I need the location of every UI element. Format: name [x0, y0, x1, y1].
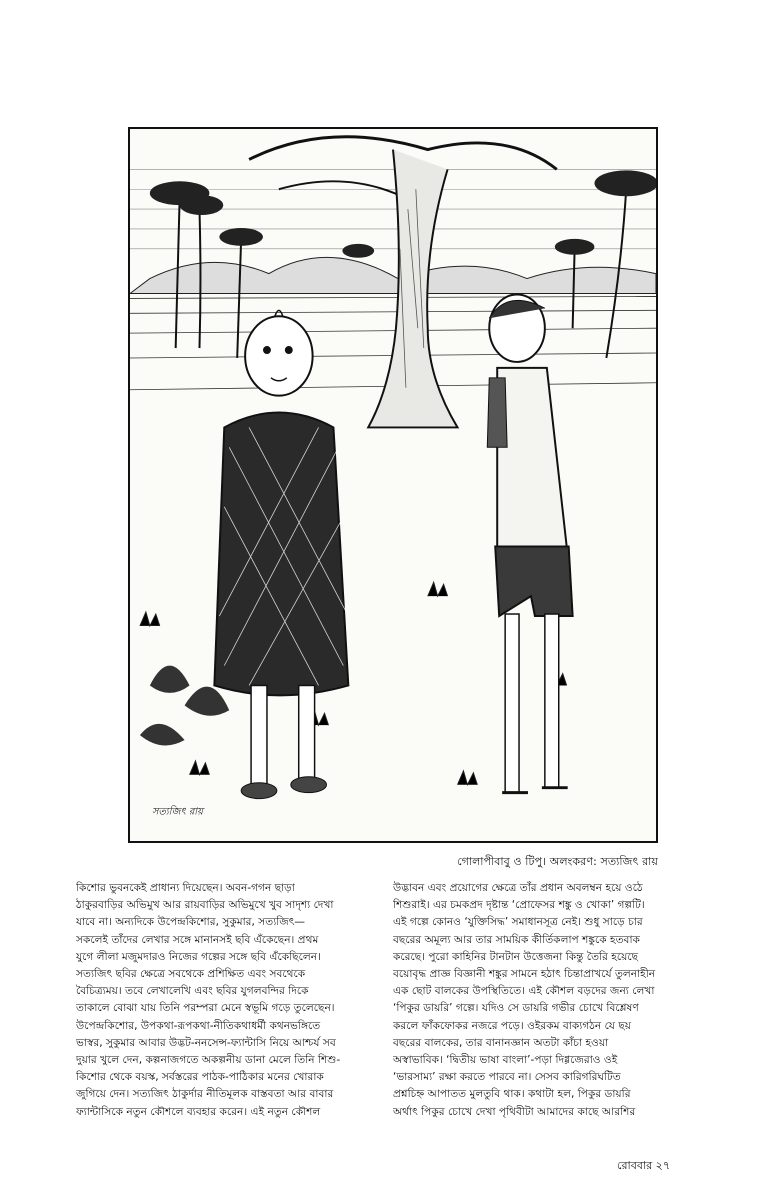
line-drawing: [130, 129, 656, 841]
text-line: দুয়ার খুলে দেন, কল্পনাজগতে অকল্পনীয় ডানা মেলে তিনি শিশু-: [76, 1054, 341, 1067]
text-line: ফ্যান্টাসিকে নতুন কৌশলে ব্যবহার করেন। এই নতুন কৌশল: [76, 1105, 321, 1118]
bald-boy: [214, 310, 348, 798]
text-line: সত্যজিৎ ছবির ক্ষেত্রে সবথেকে প্রশিক্ষিত এবং সবথেকে: [76, 968, 306, 981]
text-line: শিশুরাই। এর চমকপ্রদ দৃষ্টান্ত ‘প্রোফেসর শঙ্কু ও খোকা’ গল্পটি।: [393, 899, 645, 912]
text-line: যাবে না। অন্যদিকে উপেন্দ্রকিশোর, সুকুমার, সত্যজিৎ—: [76, 916, 306, 929]
text-line: যুগে লীলা মজুমদারও নিজের গল্পের সঙ্গে ছবি এঁকেছিলেন।: [76, 950, 321, 963]
hills: [130, 257, 656, 293]
palm-fronds-right: [555, 170, 656, 254]
text-line: এক ছোট বালকের উপস্থিতিতে। এই কৌশল বড়দের জন্য লেখা: [393, 985, 655, 998]
text-line: জুগিয়ে দেন। সত্যজিৎ ঠাকুর্দার নীতিমূলক বাস্তবতা আর বাবার: [76, 1088, 334, 1101]
text-line: প্রশ্নচিহ্ন আপাতত মুলতুবি থাক। কথাটা হল, পিকুর ডায়রি: [393, 1088, 631, 1101]
text-line: অর্থাৎ পিকুর চোখে দেখা পৃথিবীটা আমাদের কাছে আরশির: [393, 1105, 636, 1118]
text-line: এই গল্পে কোনও ‘যুক্তিসিদ্ধ’ সমাধানসূত্র নেই। শুধু সাড়ে চার: [393, 916, 643, 929]
illustration: [128, 127, 658, 843]
checked-sleeve: [487, 378, 507, 447]
text-line: ‘ভারসাম্য’ রক্ষা করতে পারবে না। সেসব কারিগরিঘটিত: [393, 1071, 621, 1084]
text-column-right: [393, 880, 694, 1140]
text-line: অস্বাভাবিক। ‘দ্বিতীয় ভাষা বাংলা’-পড়া দিগ্গজেরাও ওই: [393, 1054, 618, 1067]
text-line: ঠাকুরবাড়ির অভিমুখ আর রায়বাড়ির অভিমুখে খুব সাদৃশ্য দেখা: [76, 899, 334, 912]
text-line: বছরের অমূল্য আর তার সাময়িক কীর্তিকলাপ শঙ্কুকে হতবাক: [393, 933, 640, 946]
text-line: করলে ফাঁকফোকর নজরে পড়ে। ওইরকম বাক্যগঠন যে ছয়: [393, 1019, 632, 1032]
artist-signature: সত্যজিৎ রায়: [151, 806, 203, 818]
text-line: সকলেই তাঁদের লেখার সঙ্গে মানানসই ছবি এঁকেছেন। প্রথম: [76, 933, 319, 946]
text-line: কিশোর ভুবনকেই প্রাধান্য দিয়েছেন। অবন-গগন ছাড়া: [76, 882, 295, 894]
page-folio: রোববার ২৭: [617, 1159, 670, 1172]
text-line: ‘পিকুর ডায়রি’ গল্পে। যদিও সে ডায়রি গভীর চোখে বিশ্লেষণ: [393, 1002, 639, 1015]
text-line: কিশোর থেকে বয়স্ক, সর্বস্তরের পাঠক-পাঠিকার মনের খোরাক: [76, 1071, 324, 1084]
figure-caption: গোলাপীবাবু ও টিপু। অলংকরণ: সত্যজিৎ রায়: [457, 855, 658, 868]
text-column-left: [76, 880, 377, 1140]
text-line: ভাস্বর, সুকুমার আবার উদ্ভট-ননসেন্স-ফ্যান্টাসি নিয়ে আশ্চর্য সব: [76, 1036, 336, 1049]
tree-branch: [279, 181, 408, 199]
text-line: বৈচিত্র্যময়। তবে লেখালেখি এবং ছবির যুগলবন্দির দিকে: [76, 985, 309, 998]
text-line: করেছে। পুরো কাহিনির টানটান উত্তেজনা কিন্তু তৈরি হয়েছে: [393, 950, 639, 963]
shorts: [495, 547, 572, 616]
sleeveless-top: [497, 368, 566, 547]
bald-boy-head: [245, 316, 312, 395]
patterned-robe: [214, 413, 348, 696]
article-body: [76, 880, 694, 1140]
text-line: বয়োবৃদ্ধ প্রাজ্ঞ বিজ্ঞানী শঙ্কুর সামনে হঠাৎ চিন্তাপ্রাখর্যে তুলনাহীন: [393, 968, 656, 981]
text-line: তাকালে বোঝা যায় তিনি পরম্পরা মেনে স্বভূমি গড়ে তুলেছেন।: [76, 1002, 335, 1015]
boy-in-shorts: [487, 294, 572, 792]
text-line: উদ্ভাবন এবং প্রয়োগের ক্ষেত্রে তাঁর প্রধান অবলম্বন হয়ে ওঠে: [393, 882, 643, 894]
text-line: বছরের বালকের, তার বানানজ্ঞান অতটা কাঁচা হওয়া: [393, 1036, 609, 1049]
text-line: উপেন্দ্রকিশোর, উপকথা-রূপকথা-নীতিকথাধর্মী কথনভঙ্গিতে: [76, 1019, 321, 1032]
palm-fronds-left: [150, 181, 374, 257]
